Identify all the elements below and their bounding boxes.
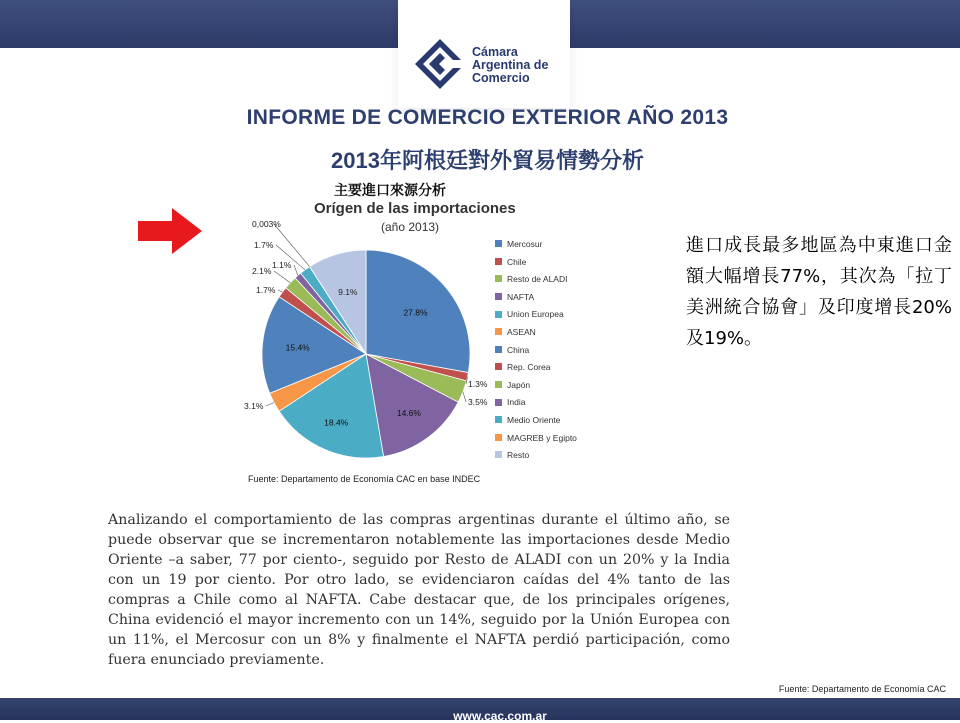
chart-year: (año 2013) [381,220,440,234]
logo [398,0,570,108]
analysis-paragraph: Analizando el comportamiento de las compras argentinas durante el último año, se puede observar que se incrementaron notablemente las importaciones desde Medio Oriente –a saber, 77 por ciento-, seguido por Resto de ALADI con un 20% y la India con un 19 por ciento. Por otro lado, se evidenciaron caídas del 4% tanto de las compras a Chile como al NAFTA. Cabe destacar que, de los principales orígenes, China evidenció el mayor incremento con un 14%, seguido por la Unión Europea con un 11%, el Mercosur con un 8% y finalmente el NAFTA perdió participación, como fuera enunciado previamente. [108,512,730,668]
pie-data-label: 1.3% [468,379,488,389]
legend-swatch [495,346,502,353]
legend-item [495,396,525,410]
legend-label: MAGREB y Egipto [507,432,577,443]
legend-swatch [495,275,502,282]
logo-line: Cámara [472,45,518,59]
legend-swatch [495,328,502,335]
legend-label: NAFTA [507,291,535,302]
pie-data-label: 1.7% [256,285,276,295]
legend-item [495,326,536,340]
logo-line: Comercio [472,71,530,85]
legend-label: Medio Oriente [507,414,561,425]
legend-item [495,291,534,305]
leader-line [294,265,298,276]
legend-label: Resto de ALADI [507,273,568,284]
leader-line [278,290,282,292]
legend-label: China [507,344,530,355]
pie-data-label: 1.1% [272,260,292,270]
chart-subtitle-chinese: 主要進口來源分析 [334,183,446,199]
pie-data-label: 2.1% [252,266,272,276]
legend-item [495,379,530,393]
legend-swatch [495,293,502,300]
red-arrow-icon [138,208,202,254]
pie-data-label: 27.8% [403,307,428,318]
leader-line [274,271,290,283]
legend-item [495,238,542,252]
legend-item [495,344,529,358]
chart-title: Orígen de las importaciones [314,200,516,217]
legend-label: Resto [507,449,530,460]
legend-item [495,361,550,375]
leader-line [463,392,466,402]
legend-label: Rep. Corea [507,361,551,372]
legend-item [495,308,564,322]
cac-logo-icon [414,38,466,90]
legend-item [495,432,577,446]
pie-data-label: 3.5% [468,397,488,407]
legend-item [495,449,529,463]
legend-label: ASEAN [507,326,536,337]
legend-swatch [495,451,502,458]
side-note-chinese: 進口成長最多地區為中東進口金額大幅增長77%，其次為「拉丁美洲統合協會」及印度增長20%及19%。 [686,235,952,349]
footer-url[interactable]: www.cac.com.ar [453,709,547,723]
legend-swatch [495,399,502,406]
report-title: INFORME DE COMERCIO EXTERIOR AÑO 2013 [246,106,729,129]
legend-swatch [495,416,502,423]
legend-label: Japón [507,379,531,390]
chart-source: Fuente: Departamento de Economía CAC en base INDEC [248,474,481,484]
pie-data-label: 18.4% [324,417,349,428]
report-title-chinese: 2013年阿根廷對外貿易情勢分析 [331,148,644,173]
pie-data-label: 15.4% [285,342,310,353]
legend-swatch [495,381,502,388]
pie-data-label: 9.1% [338,287,358,298]
legend-label: Mercosur [507,238,543,249]
leader-line [266,403,274,407]
logo-wordmark [472,46,548,85]
source-note: Fuente: Departamento de Economía CAC [778,684,946,694]
pie-data-label: 3.1% [244,401,264,411]
pie-chart-figure [242,176,592,494]
legend-item [495,414,560,428]
pie-data-label: 14.6% [396,407,421,418]
legend-swatch [495,434,502,441]
legend-item [495,273,567,287]
legend-label: Union Europea [507,309,564,320]
legend-swatch [495,240,502,247]
legend-item [495,256,526,270]
legend-swatch [495,363,502,370]
legend-label: Chile [507,256,527,267]
pie-data-label: 0,003% [252,219,281,229]
logo-line: Argentina de [472,58,549,72]
legend-swatch [495,258,502,265]
legend-label: India [507,397,526,408]
pie-data-label: 1.7% [254,240,274,250]
legend-swatch [495,311,502,318]
